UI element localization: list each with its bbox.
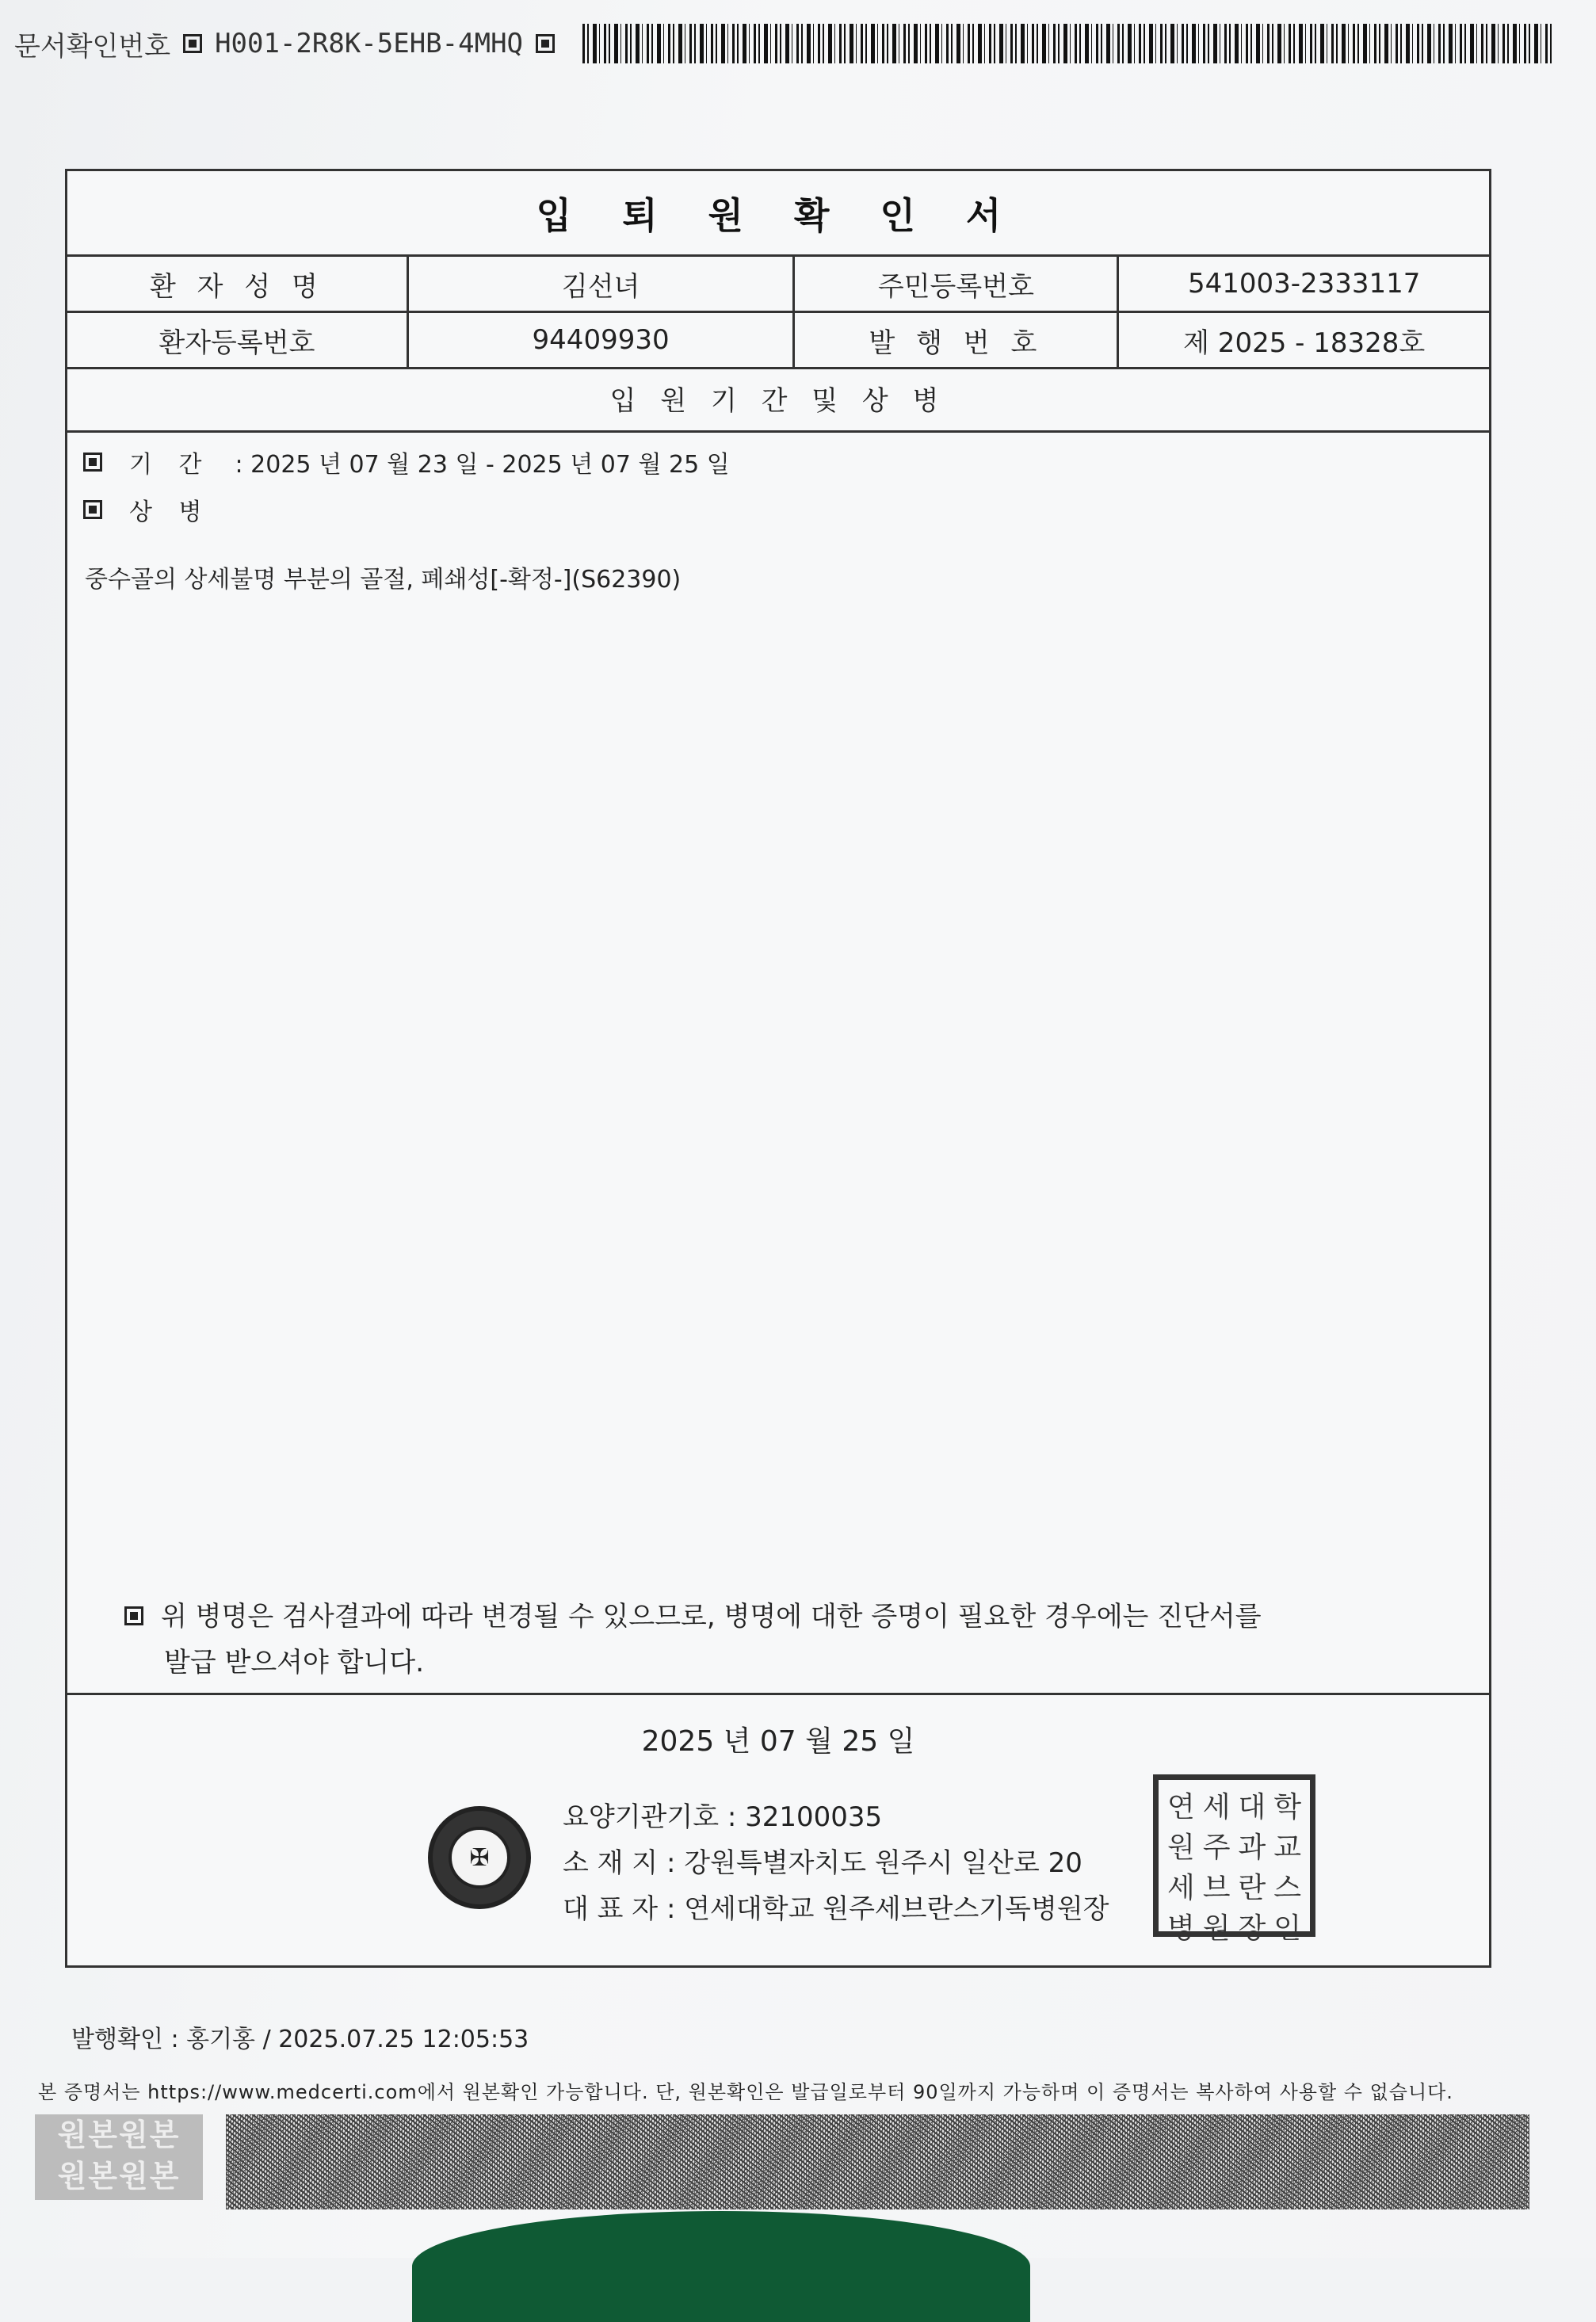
disclaimer-line-1: 위 병명은 검사결과에 따라 변경될 수 있으므로, 병명에 대한 증명이 필요한 경우에는 진단서를 [161,1601,1262,1633]
table-row [67,256,1489,312]
diagnosis-row [83,492,212,527]
period-value: : 2025 년 07 월 23 일 - 2025 년 07 월 25 일 [235,451,730,479]
hospital-info [563,1794,1109,1932]
hospital-representative: 대 표 자 : 연세대학교 원주세브란스기독병원장 [563,1893,1109,1925]
patient-reg-label: 환자등록번호 [67,312,407,369]
certificate-form [65,169,1491,1968]
patient-name-label: 환 자 성 명 [67,256,407,312]
issue-number-value: 제 2025 - 18328호 [1118,312,1489,369]
square-bullet-icon [536,34,555,53]
institution-code: 요양기관기호 : 32100035 [563,1801,883,1833]
issuer-footer [67,1693,1489,1970]
disclaimer-notice [124,1594,1432,1686]
hospital-address: 소 재 지 : 강원특별자치도 원주시 일산로 20 [563,1847,1082,1879]
verification-notice: 본 증명서는 https://www.medcerti.com에서 원본확인 가능합니다. 단, 원본확인은 발급일로부터 90일까지 가능하며 이 증명서는 복사하여 사용할 수 없습니다. [38,2081,1453,2103]
patient-info-table [67,254,1489,369]
square-bullet-icon [83,500,102,519]
green-object [412,2211,1030,2322]
shield-icon: ✠ [449,1827,510,1889]
doc-confirm-id: H001-2R8K-5EHB-4MHQ [215,28,524,59]
security-pattern [226,2114,1529,2209]
university-emblem-icon [428,1806,531,1909]
issue-confirmation: 발행확인 : 홍기홍 / 2025.07.25 12:05:53 [71,2026,529,2053]
section-title: 입 원 기 간 및 상 병 [67,365,1489,433]
period-label: 기 간 [129,451,212,479]
square-bullet-icon [124,1606,143,1625]
table-row [67,312,1489,369]
original-watermark: 원본원본 원본원본 [35,2114,203,2200]
document-title: 입 퇴 원 확 인 서 [67,171,1489,257]
issue-date: 2025 년 07 월 25 일 [641,1725,915,1758]
official-seal-stamp: 연 세 대 학 원 주 과 교 세 브 란 스 병 원 장 인 [1153,1774,1315,1937]
patient-reg-value: 94409930 [407,312,794,369]
period-row [83,445,730,479]
barcode [582,24,1553,63]
rrn-label: 주민등록번호 [794,256,1118,312]
square-bullet-icon [83,453,102,472]
rrn-value: 541003-2333117 [1118,256,1489,312]
disclaimer-line-2: 발급 받으셔야 합니다. [164,1647,425,1678]
doc-confirm-label: 문서확인번호 [14,30,171,63]
issue-number-label: 발 행 번 호 [794,312,1118,369]
doc-confirm-header [14,24,567,63]
diagnosis-value: 중수골의 상세불명 부분의 골절, 폐쇄성[-확정-](S62390) [85,566,682,594]
square-bullet-icon [183,34,202,53]
diagnosis-label: 상 병 [129,498,212,526]
patient-name-value: 김선녀 [407,256,794,312]
